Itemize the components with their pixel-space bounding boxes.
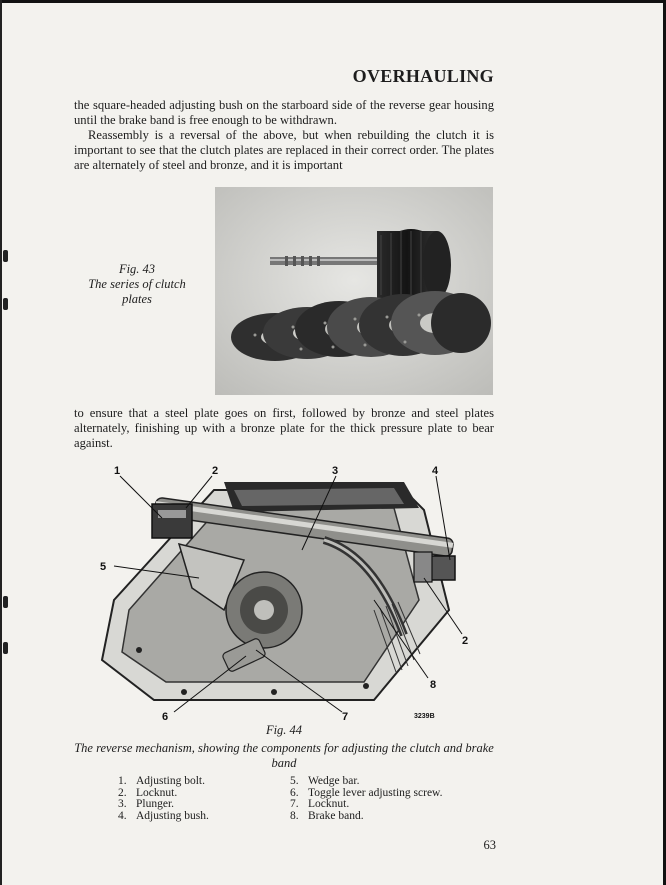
scan-border-top [0,0,666,3]
callout-2: 2 [212,465,219,477]
callout-2-lower: 2 [462,635,469,647]
binding-mark [3,596,8,608]
binding-mark [3,250,8,262]
paragraph-1: the square-headed adjusting bush on the starboard side of the reverse gear housing until the brake band is free enough to be withdrawn. [74,98,494,127]
body-text-top [74,98,494,173]
figure-43-text: The series of clutch plates [88,277,186,306]
callout-4: 4 [432,465,439,477]
legend-item: 8. Brake band. [290,809,364,822]
paragraph-3: to ensure that a steel plate goes on first, followed by bronze and steel plates alternately, finishing up with a bronze plate for the thick pressure plate to bear against. [74,406,494,450]
legend-item: 5. Wedge bar. [290,775,360,787]
legend-item: 6. Toggle lever adjusting screw. [290,786,443,799]
callout-8: 8 [430,679,437,691]
clutch-plates-photo [215,187,493,395]
legend-item: 7. Locknut. [290,798,350,810]
callout-7: 7 [342,711,349,723]
binding-mark [3,298,8,310]
callout-6: 6 [162,711,169,723]
figure-43-caption [74,262,200,307]
callout-1: 1 [114,465,121,477]
reverse-mechanism-diagram [74,460,494,725]
page-header: OVERHAULING [352,66,494,86]
legend-item: 2. Locknut. [118,786,178,799]
callout-3: 3 [332,465,339,477]
clutch-plates-illustration [215,187,493,395]
legend-column-right [290,776,443,822]
page-number: 63 [483,838,496,852]
legend-item: 4. Adjusting bush. [118,809,209,822]
legend-column-left [118,776,209,822]
legend-item: 1. Adjusting bolt. [118,775,206,787]
figure-44-caption: The reverse mechanism, showing the components for adjusting the clutch and brake band [74,741,494,770]
scan-border-left [0,0,2,885]
figure-reference-code: 3239B [414,713,435,720]
paragraph-2: Reassembly is a reversal of the above, but when rebuilding the clutch it is important to see that the clutch plates are replaced in their correct order. The plates are alternately of steel and bronze, and it is important [74,128,494,172]
figure-44-label: Fig. 44 [265,723,303,737]
callout-5: 5 [100,561,107,573]
legend-item: 3. Plunger. [118,798,175,810]
binding-mark [3,642,8,654]
figure-43-label: Fig. 43 [118,262,156,276]
reverse-mechanism-illustration [74,460,494,725]
